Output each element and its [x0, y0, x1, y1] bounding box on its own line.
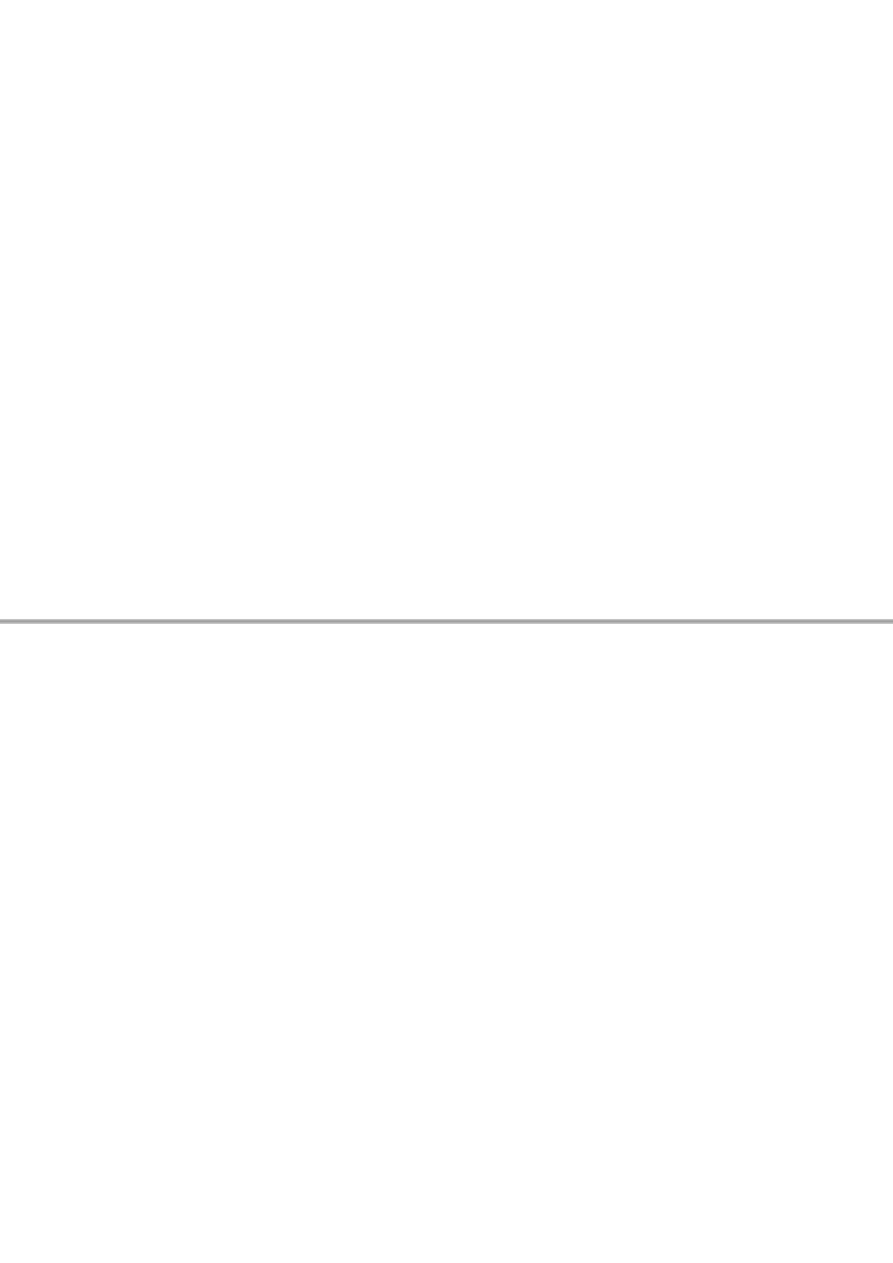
page-45-region — [0, 625, 893, 1263]
page-44-text — [0, 0, 893, 620]
page-45-body — [823, 661, 869, 1216]
page-44-text-region — [0, 0, 893, 620]
page-45 — [0, 625, 893, 1263]
